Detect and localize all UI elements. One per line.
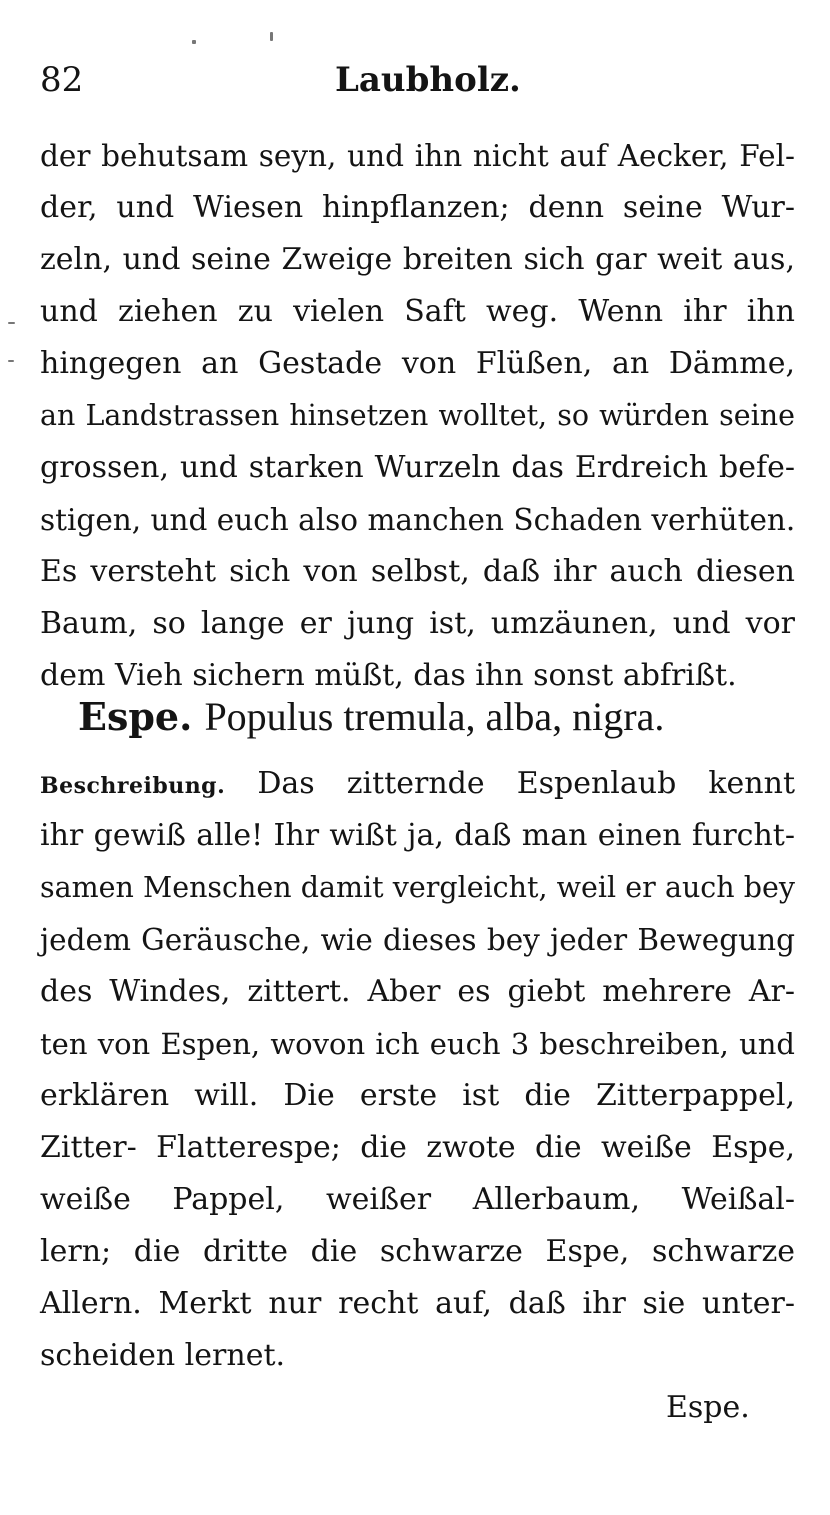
text-line: jedem Geräusche, wie dieses bey jeder Bewegung (40, 923, 795, 957)
text-line: lern; die dritte die schwarze Espe, schwarze (40, 1234, 795, 1269)
ink-speck (8, 360, 14, 362)
text-line: des Windes, zittert. Aber es giebt mehrere Ar- (40, 974, 795, 1009)
heading-german-name: Espe. (78, 694, 193, 739)
catchword: Espe. (666, 1390, 750, 1425)
text-line: der behutsam seyn, und ihn nicht auf Aecker, Fel- (40, 139, 795, 173)
heading-latin-name: Populus tremula, alba, nigra. (204, 694, 665, 739)
section-heading (78, 693, 664, 740)
text-line-first (40, 758, 795, 810)
text-line: Zitter- Flatterespe; die zwote die weiße Espe, (40, 1130, 795, 1165)
text-line: dem Vieh sichern müßt, das ihn sonst abfrißt. (40, 658, 737, 693)
text-line: erklären will. Die erste ist die Zitterpappel, (40, 1078, 795, 1113)
running-title: Laubholz. (335, 60, 521, 100)
page-number: 82 (40, 60, 84, 100)
text-line: Es versteht sich von selbst, daß ihr auch diesen (40, 554, 795, 589)
text-line: stigen, und euch also manchen Schaden verhüten. (40, 503, 796, 537)
text-line: weiße Pappel, weißer Allerbaum, Weißal- (40, 1182, 795, 1217)
text-line: ten von Espen, wovon ich euch 3 beschreiben, und (40, 1027, 795, 1061)
paragraph-lead-word: Beschreibung. (40, 773, 226, 799)
text-line: Baum, so lange er jung ist, umzäunen, und vor (40, 606, 795, 641)
ink-speck (192, 40, 196, 44)
paragraph-1 (40, 130, 795, 702)
text-line: hingegen an Gestade von Flüßen, an Dämme, (40, 346, 795, 381)
page-header (40, 60, 800, 110)
paragraph-2 (40, 758, 795, 1382)
text-line: der, und Wiesen hinpflanzen; denn seine Wur- (40, 190, 795, 225)
text-line: und ziehen zu vielen Saft weg. Wenn ihr ihn (40, 294, 795, 329)
ink-speck (270, 32, 273, 41)
text-line: ihr gewiß alle! Ihr wißt ja, daß man einen furcht- (40, 818, 795, 853)
ink-speck (8, 322, 15, 324)
text-line: an Landstrassen hinsetzen wolltet, so würden seine (40, 399, 795, 432)
text-line: scheiden lernet. (40, 1338, 286, 1373)
first-line-text: Das zitternde Espenlaub kennt (257, 766, 795, 801)
text-line: zeln, und seine Zweige breiten sich gar weit aus, (40, 242, 795, 277)
text-line: Allern. Merkt nur recht auf, daß ihr sie unter- (40, 1286, 795, 1321)
text-line: samen Menschen damit vergleicht, weil er auch bey (40, 871, 795, 904)
text-line: grossen, und starken Wurzeln das Erdreich befe- (40, 450, 795, 485)
